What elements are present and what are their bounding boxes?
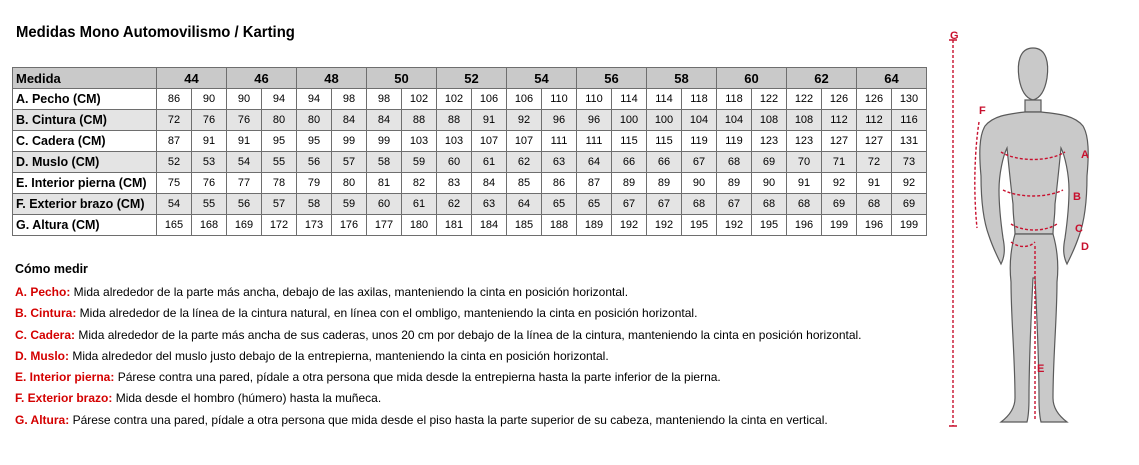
table-cell: 57: [332, 152, 367, 173]
row-label: G. Altura (CM): [13, 215, 157, 236]
table-cell: 91: [787, 173, 822, 194]
table-cell: 110: [577, 89, 612, 110]
table-cell: 115: [612, 131, 647, 152]
table-cell: 62: [437, 194, 472, 215]
table-cell: 72: [157, 110, 192, 131]
size-table: [12, 67, 927, 236]
table-cell: 65: [542, 194, 577, 215]
table-cell: 108: [752, 110, 787, 131]
table-cell: 122: [752, 89, 787, 110]
table-cell: 75: [157, 173, 192, 194]
table-cell: 62: [507, 152, 542, 173]
table-cell: 67: [717, 194, 752, 215]
table-cell: 78: [262, 173, 297, 194]
row-label: E. Interior pierna (CM): [13, 173, 157, 194]
table-cell: 108: [787, 110, 822, 131]
table-cell: 53: [192, 152, 227, 173]
table-cell: 96: [542, 110, 577, 131]
label-d: D: [1081, 241, 1089, 253]
table-cell: 68: [682, 194, 717, 215]
table-cell: 79: [297, 173, 332, 194]
table-cell: 68: [787, 194, 822, 215]
table-row: [13, 215, 927, 236]
table-cell: 59: [402, 152, 437, 173]
table-cell: 181: [437, 215, 472, 236]
table-cell: 55: [262, 152, 297, 173]
size-header: 62: [787, 68, 857, 89]
table-cell: 56: [297, 152, 332, 173]
table-cell: 66: [612, 152, 647, 173]
table-cell: 92: [507, 110, 542, 131]
size-header: 46: [227, 68, 297, 89]
table-cell: 127: [822, 131, 857, 152]
table-cell: 68: [752, 194, 787, 215]
table-cell: 80: [262, 110, 297, 131]
how-to-item-key: E. Interior pierna:: [15, 370, 115, 385]
how-to-item: [15, 303, 862, 324]
table-row: [13, 173, 927, 194]
label-f: F: [979, 105, 986, 117]
table-cell: 87: [157, 131, 192, 152]
how-to-item-key: C. Cadera:: [15, 327, 76, 342]
table-cell: 80: [297, 110, 332, 131]
table-cell: 54: [227, 152, 262, 173]
label-b: B: [1073, 191, 1081, 203]
table-cell: 88: [437, 110, 472, 131]
table-cell: 119: [717, 131, 752, 152]
table-cell: 55: [192, 194, 227, 215]
table-cell: 58: [367, 152, 402, 173]
table-cell: 61: [402, 194, 437, 215]
table-cell: 110: [542, 89, 577, 110]
table-cell: 168: [192, 215, 227, 236]
table-cell: 126: [857, 89, 892, 110]
table-cell: 188: [542, 215, 577, 236]
header-label: Medida: [13, 68, 157, 89]
table-cell: 116: [892, 110, 927, 131]
how-to-measure: [15, 262, 862, 431]
body-silhouette: [980, 48, 1088, 422]
table-row: [13, 152, 927, 173]
table-cell: 89: [647, 173, 682, 194]
table-cell: 80: [332, 173, 367, 194]
table-cell: 89: [717, 173, 752, 194]
table-cell: 98: [332, 89, 367, 110]
table-cell: 52: [157, 152, 192, 173]
table-cell: 69: [822, 194, 857, 215]
table-cell: 65: [577, 194, 612, 215]
table-cell: 77: [227, 173, 262, 194]
table-row: [13, 194, 927, 215]
table-cell: 119: [682, 131, 717, 152]
table-cell: 130: [892, 89, 927, 110]
how-to-item-key: G. Altura:: [15, 412, 70, 427]
table-cell: 90: [752, 173, 787, 194]
label-a: A: [1081, 149, 1089, 161]
body-measurement-figure: [945, 28, 1125, 438]
row-label: C. Cadera (CM): [13, 131, 157, 152]
how-to-item-text: Mida desde el hombro (húmero) hasta la muñeca.: [112, 391, 382, 406]
table-cell: 176: [332, 215, 367, 236]
table-cell: 87: [577, 173, 612, 194]
table-cell: 99: [367, 131, 402, 152]
table-cell: 86: [542, 173, 577, 194]
table-row: [13, 89, 927, 110]
table-cell: 86: [157, 89, 192, 110]
table-cell: 67: [682, 152, 717, 173]
table-cell: 172: [262, 215, 297, 236]
table-cell: 114: [647, 89, 682, 110]
table-cell: 91: [857, 173, 892, 194]
table-cell: 103: [402, 131, 437, 152]
table-cell: 82: [402, 173, 437, 194]
size-header: 54: [507, 68, 577, 89]
table-cell: 58: [297, 194, 332, 215]
label-c: C: [1075, 223, 1083, 235]
how-to-item-text: Mida alrededor de la línea de la cintura natural, en línea con el ombligo, manteniendo la cinta en posición horizontal.: [76, 306, 698, 321]
table-cell: 104: [682, 110, 717, 131]
table-cell: 64: [577, 152, 612, 173]
table-cell: 107: [507, 131, 542, 152]
table-cell: 100: [647, 110, 682, 131]
table-cell: 107: [472, 131, 507, 152]
size-header: 60: [717, 68, 787, 89]
table-cell: 64: [507, 194, 542, 215]
table-cell: 68: [857, 194, 892, 215]
table-cell: 70: [787, 152, 822, 173]
how-to-item-text: Mida alrededor de la parte más ancha, debajo de las axilas, manteniendo la cinta en posición horizontal.: [70, 285, 629, 299]
table-cell: 90: [682, 173, 717, 194]
size-header: 52: [437, 68, 507, 89]
table-cell: 90: [227, 89, 262, 110]
table-cell: 88: [402, 110, 437, 131]
table-cell: 106: [507, 89, 542, 110]
how-to-item: [15, 367, 862, 388]
table-cell: 126: [822, 89, 857, 110]
table-cell: 60: [367, 194, 402, 215]
table-cell: 60: [437, 152, 472, 173]
table-cell: 96: [577, 110, 612, 131]
how-to-item-text: Mida alrededor de la parte más ancha de sus caderas, unos 20 cm por debajo de la línea de la cintura, manteniendo la cinta en posición horizontal.: [75, 327, 862, 342]
table-cell: 169: [227, 215, 262, 236]
table-cell: 91: [472, 110, 507, 131]
row-label: A. Pecho (CM): [13, 89, 157, 110]
table-cell: 195: [752, 215, 787, 236]
table-cell: 95: [262, 131, 297, 152]
table-cell: 99: [332, 131, 367, 152]
page-title: Medidas Mono Automovilismo / Karting: [16, 24, 295, 41]
table-cell: 54: [157, 194, 192, 215]
table-cell: 112: [822, 110, 857, 131]
table-cell: 123: [787, 131, 822, 152]
table-cell: 67: [612, 194, 647, 215]
table-cell: 76: [192, 110, 227, 131]
how-to-item: [15, 282, 862, 303]
table-cell: 66: [647, 152, 682, 173]
table-cell: 85: [507, 173, 542, 194]
size-header: 50: [367, 68, 437, 89]
table-cell: 63: [542, 152, 577, 173]
table-cell: 83: [437, 173, 472, 194]
table-cell: 84: [332, 110, 367, 131]
table-cell: 76: [192, 173, 227, 194]
table-cell: 115: [647, 131, 682, 152]
table-cell: 177: [367, 215, 402, 236]
table-cell: 81: [367, 173, 402, 194]
table-cell: 63: [472, 194, 507, 215]
size-table-body: [13, 89, 927, 236]
table-cell: 111: [542, 131, 577, 152]
how-to-item-text: Párese contra una pared, pídale a otra persona que mida desde el piso hasta la parte superior de su cabeza, manteniendo la cinta en vertical.: [69, 412, 828, 427]
table-cell: 92: [822, 173, 857, 194]
row-label: B. Cintura (CM): [13, 110, 157, 131]
table-cell: 59: [332, 194, 367, 215]
table-cell: 94: [262, 89, 297, 110]
table-cell: 192: [647, 215, 682, 236]
table-cell: 94: [297, 89, 332, 110]
table-cell: 57: [262, 194, 297, 215]
table-cell: 56: [227, 194, 262, 215]
how-to-measure-list: [15, 282, 862, 431]
how-to-item: [15, 410, 862, 431]
table-cell: 102: [402, 89, 437, 110]
table-cell: 196: [857, 215, 892, 236]
how-to-item-key: B. Cintura:: [15, 306, 77, 321]
table-cell: 91: [227, 131, 262, 152]
table-cell: 76: [227, 110, 262, 131]
table-cell: 67: [647, 194, 682, 215]
table-cell: 195: [682, 215, 717, 236]
table-cell: 199: [822, 215, 857, 236]
row-label: D. Muslo (CM): [13, 152, 157, 173]
table-cell: 192: [612, 215, 647, 236]
table-cell: 92: [892, 173, 927, 194]
table-cell: 192: [717, 215, 752, 236]
table-cell: 98: [367, 89, 402, 110]
table-cell: 89: [612, 173, 647, 194]
table-cell: 73: [892, 152, 927, 173]
size-header: 64: [857, 68, 927, 89]
how-to-item-key: F. Exterior brazo:: [15, 391, 113, 406]
size-header: 44: [157, 68, 227, 89]
row-label: F. Exterior brazo (CM): [13, 194, 157, 215]
how-to-item: [15, 325, 862, 346]
table-cell: 61: [472, 152, 507, 173]
table-cell: 103: [437, 131, 472, 152]
table-cell: 111: [577, 131, 612, 152]
table-cell: 131: [892, 131, 927, 152]
table-row: [13, 110, 927, 131]
label-g: G: [950, 30, 959, 42]
table-cell: 69: [752, 152, 787, 173]
table-cell: 127: [857, 131, 892, 152]
table-cell: 165: [157, 215, 192, 236]
size-header: 58: [647, 68, 717, 89]
table-cell: 106: [472, 89, 507, 110]
table-cell: 114: [612, 89, 647, 110]
table-cell: 184: [472, 215, 507, 236]
table-cell: 180: [402, 215, 437, 236]
how-to-item: [15, 388, 862, 409]
how-to-item-key: D. Muslo:: [15, 348, 69, 363]
table-cell: 68: [717, 152, 752, 173]
table-cell: 90: [192, 89, 227, 110]
table-row: [13, 131, 927, 152]
table-cell: 185: [507, 215, 542, 236]
how-to-item: [15, 346, 862, 367]
table-cell: 173: [297, 215, 332, 236]
label-e: E: [1037, 363, 1045, 375]
table-cell: 84: [472, 173, 507, 194]
table-cell: 95: [297, 131, 332, 152]
table-cell: 72: [857, 152, 892, 173]
table-cell: 69: [892, 194, 927, 215]
table-cell: 102: [437, 89, 472, 110]
how-to-item-key: A. Pecho:: [15, 285, 71, 299]
how-to-item-text: Mida alrededor del muslo justo debajo de la entrepierna, manteniendo la cinta en posición horizontal.: [69, 348, 609, 363]
table-cell: 123: [752, 131, 787, 152]
table-cell: 91: [192, 131, 227, 152]
size-header-row: [13, 68, 927, 89]
table-cell: 199: [892, 215, 927, 236]
table-cell: 196: [787, 215, 822, 236]
table-cell: 118: [717, 89, 752, 110]
table-cell: 84: [367, 110, 402, 131]
size-header: 48: [297, 68, 367, 89]
table-cell: 100: [612, 110, 647, 131]
size-header: 56: [577, 68, 647, 89]
table-cell: 189: [577, 215, 612, 236]
table-cell: 118: [682, 89, 717, 110]
how-to-item-text: Párese contra una pared, pídale a otra persona que mida desde la entrepierna hasta la parte inferior de la pierna.: [114, 370, 721, 385]
table-cell: 112: [857, 110, 892, 131]
table-cell: 71: [822, 152, 857, 173]
table-cell: 104: [717, 110, 752, 131]
table-cell: 122: [787, 89, 822, 110]
how-to-measure-title: Cómo medir: [15, 262, 88, 276]
